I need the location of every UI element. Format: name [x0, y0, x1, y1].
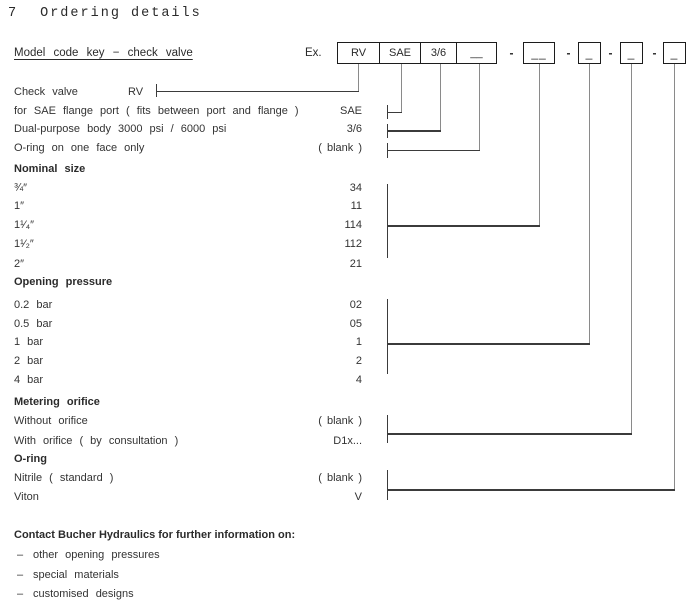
row-pressure-4: 4 bar 4 [14, 374, 362, 386]
slot-metering-orifice: _ [620, 42, 643, 64]
code-separator: - [608, 46, 613, 60]
model-code-cell-rv: RV [338, 43, 380, 63]
row-viton: Viton V [14, 491, 362, 503]
row-size-112: 1¹⁄₂″ 112 [14, 238, 362, 250]
heading-o-ring: O-ring [14, 453, 47, 465]
row-check-valve [14, 86, 698, 100]
row-label: for SAE flange port ( fits between port and flange ) [14, 105, 299, 117]
heading-nominal-size: Nominal size [14, 163, 86, 175]
section-number: 7 [8, 6, 19, 21]
row-without-orifice: Without orifice ( blank ) [14, 415, 362, 427]
code-separator: - [509, 46, 514, 60]
row-with-orifice: With orifice ( by consultation ) D1x... [14, 435, 362, 447]
row-nitrile: Nitrile ( standard ) ( blank ) [14, 472, 362, 484]
row-oring-one-face [14, 142, 698, 156]
row-size-21: 2″ 21 [14, 258, 362, 270]
model-code-key-heading: Model code key − check valve [14, 47, 193, 59]
footer-item-special-materials: – special materials [17, 569, 119, 581]
row-label: Dual-purpose body 3000 psi / 6000 psi [14, 123, 227, 135]
model-code-group-box [337, 42, 497, 64]
row-label: O-ring on one face only [14, 142, 145, 154]
model-code-cell-sae: SAE [380, 43, 421, 63]
footer-heading: Contact Bucher Hydraulics for further information on: [14, 529, 296, 541]
section-title-text: Ordering details [40, 6, 202, 21]
row-pressure-05: 0.5 bar 05 [14, 318, 362, 330]
heading-opening-pressure: Opening pressure [14, 276, 113, 288]
dash-bullet: – [17, 588, 24, 600]
dash-bullet: – [17, 569, 24, 581]
model-code-cell-blank-slot: __ [470, 47, 483, 59]
row-code: RV [128, 86, 144, 98]
dash-bullet: – [17, 549, 24, 561]
row-pressure-02: 0.2 bar 02 [14, 299, 362, 311]
row-pressure-2: 2 bar 2 [14, 355, 362, 367]
row-code: ( blank ) [318, 142, 362, 154]
slot-o-ring: _ [663, 42, 686, 64]
row-code: SAE [339, 105, 362, 117]
row-size-114: 1¹⁄₄″ 114 [14, 219, 362, 231]
row-pressure-1: 1 bar 1 [14, 336, 362, 348]
example-label: Ex. [305, 47, 322, 59]
row-dual-purpose-body [14, 123, 698, 137]
slot-nominal-size: __ [523, 42, 555, 64]
code-separator: - [566, 46, 571, 60]
heading-metering-orifice: Metering orifice [14, 396, 100, 408]
row-size-34: ¾″ 34 [14, 182, 362, 194]
row-size-11: 1″ 11 [14, 200, 362, 212]
row-label: Check valve [14, 86, 78, 98]
footer-item-opening-pressures: – other opening pressures [17, 549, 160, 561]
slot-opening-pressure: _ [578, 42, 601, 64]
row-sae-flange [14, 105, 698, 119]
footer-item-customised-designs: – customised designs [17, 588, 134, 600]
row-code: 3/6 [346, 123, 362, 135]
model-code-cell-body: 3/6 [421, 43, 457, 63]
section-title [8, 6, 202, 21]
code-separator: - [652, 46, 657, 60]
